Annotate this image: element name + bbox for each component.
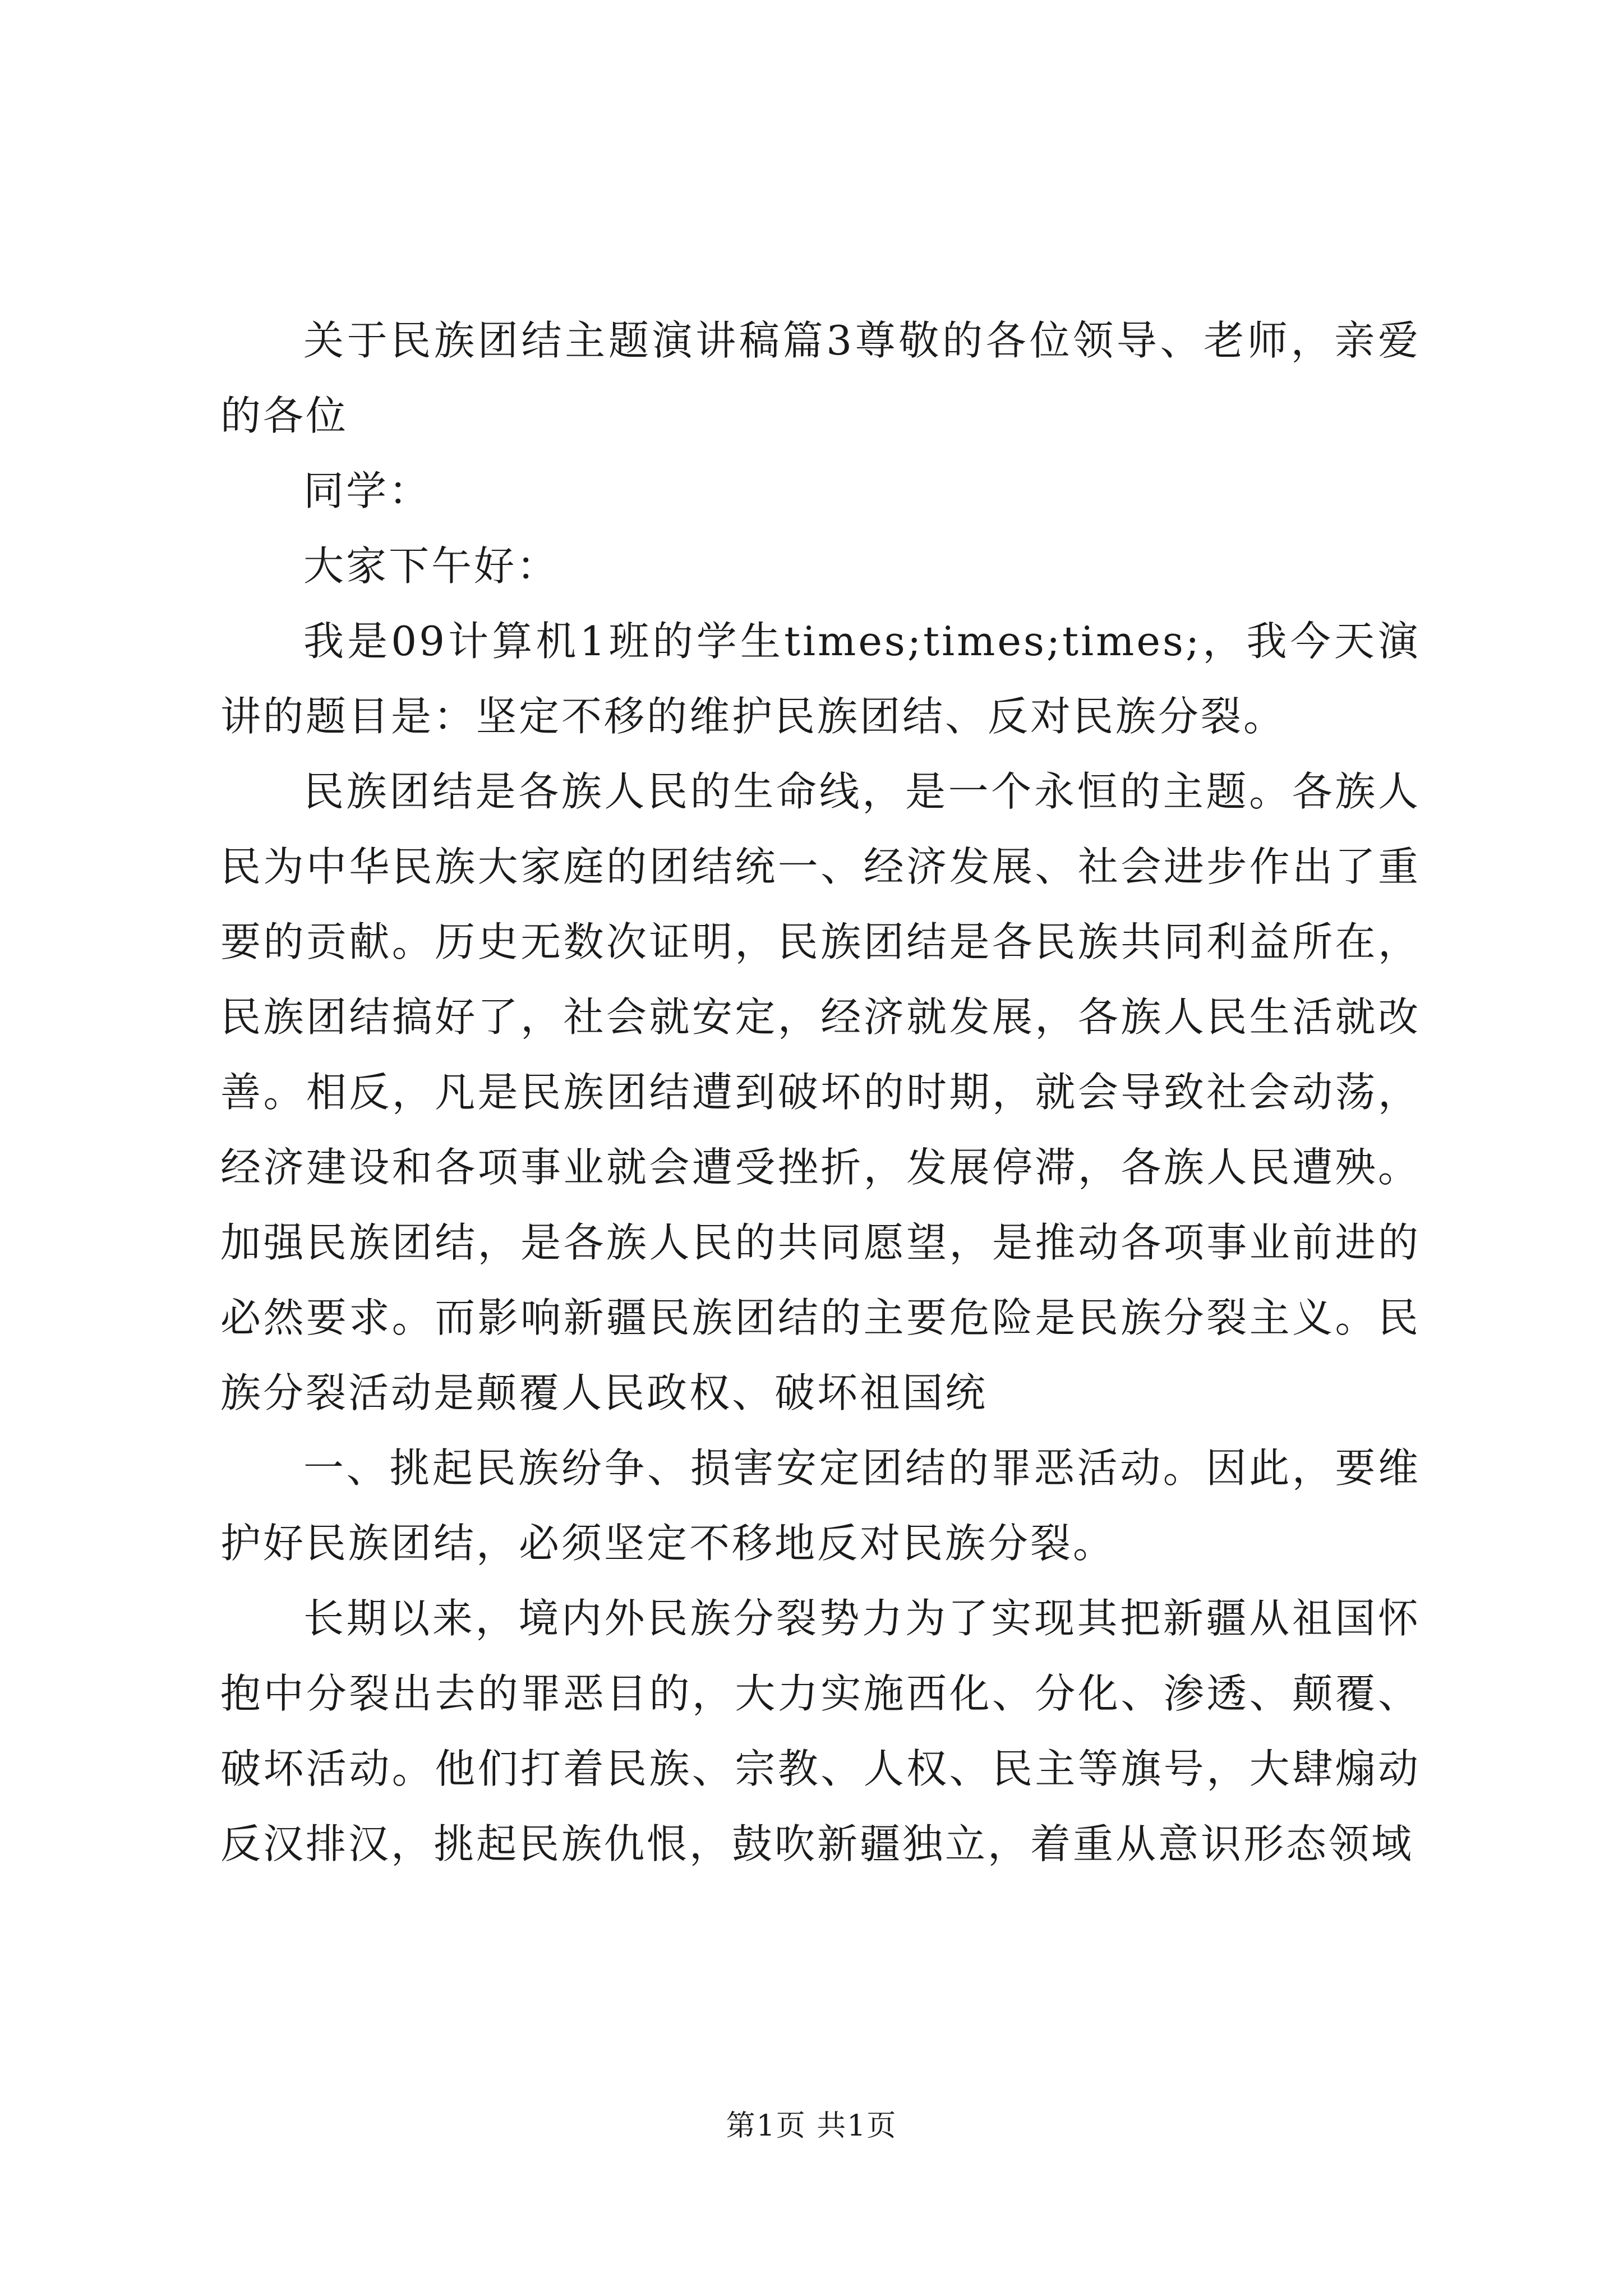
paragraph-unity-importance: 民族团结是各族人民的生命线，是一个永恒的主题。各族人民为中华民族大家庭的团结统一、经济发展、社会进步作出了重要的贡献。历史无数次证明，民族团结是各民族共同利益所在，民族团结搞好了，社会就安定，经济就发展，各族人民生活就改善。相反，凡是民族团结遭到破坏的时期，就会导致社会动荡，经济建设和各项事业就会遭受挫折，发展停滞，各族人民遭殃。加强民族团结，是各族人民的共同愿望，是推动各项事业前进的必然要求。而影响新疆民族团结的主要危险是民族分裂主义。民族分裂活动是颠覆人民政权、破坏祖国统	[220, 768, 1421, 1416]
page-footer: 第1页 共1页	[726, 2109, 897, 2143]
document-body	[220, 303, 1421, 1881]
paragraph-greeting-afternoon: 大家下午好：	[303, 542, 560, 590]
paragraph-title: 关于民族团结主题演讲稿篇3尊敬的各位领导、老师，亲爱的各位	[220, 317, 1421, 439]
paragraph-introduction: 我是09计算机1班的学生times;times;times;，我今天演讲的题目是：坚定不移的维护民族团结、反对民族分裂。	[220, 618, 1421, 740]
paragraph-separatist-activities: 长期以来，境内外民族分裂势力为了实现其把新疆从祖国怀抱中分裂出去的罪恶目的，大力实施西化、分化、渗透、颠覆、破坏活动。他们打着民族、宗教、人权、民主等旗号，大肆煽动反汉排汉，挑起民族仇恨，鼓吹新疆独立，着重从意识形态领域	[220, 1595, 1421, 1867]
paragraph-greeting-students: 同学：	[303, 467, 432, 514]
paragraph-oppose-separatism: 一、挑起民族纷争、损害安定团结的罪恶活动。因此，要维护好民族团结，必须坚定不移地反对民族分裂。	[220, 1444, 1421, 1567]
